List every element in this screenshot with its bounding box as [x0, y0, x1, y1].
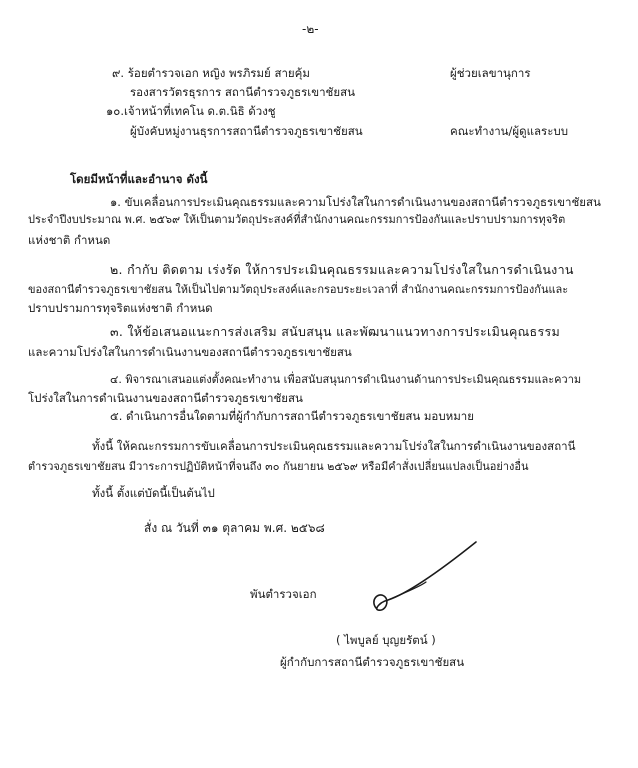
duty-3-line-1: ๓. ให้ข้อเสนอแนะการส่งเสริม สนับสนุน และพัฒนาแนวทางการประเมินคุณธรรม	[110, 324, 561, 339]
duty-4-line-1: ๔. พิจารณาเสนอแต่งตั้งคณะทำงาน เพื่อสนับสนุนการดำเนินงานด้านการประเมินคุณธรรมและความ	[110, 373, 582, 386]
duties-heading: โดยมีหน้าที่และอำนาจ ดังนี้	[70, 172, 208, 186]
effective-line: ทั้งนี้ ตั้งแต่บัดนี้เป็นต้นไป	[92, 486, 215, 500]
duty-2-line-2: ของสถานีตำรวจภูธรเขาชัยสน ให้เป็นไปตามวัตถุประสงค์และกรอบระยะเวลาที่ สำนักงานคณะกรรมการป้องกันและ	[28, 283, 569, 296]
member-10-name: ๑๐.เจ้าหน้าที่เทคโน ด.ต.นิธิ ด้วงชู	[106, 104, 276, 118]
member-10-position: ผู้บังคับหมู่งานธุรการสถานีตำรวจภูธรเขาชัยสน	[130, 124, 363, 138]
ordered-date: สั่ง ณ วันที่ ๓๑ ตุลาคม พ.ศ. ๒๕๖๘	[144, 521, 325, 535]
closing-line-2: ตำรวจภูธรเขาชัยสน มีวาระการปฏิบัติหน้าที่จนถึง ๓๐ กันยายน ๒๕๖๙ หรือมีคำสั่งเปลี่ยนแปลงเป็นอย่างอื่น	[28, 460, 529, 473]
signer-rank: พันตำรวจเอก	[250, 587, 317, 601]
duty-2-line-1: ๒. กำกับ ติดตาม เร่งรัด ให้การประเมินคุณธรรมและความโปร่งใสในการดำเนินงาน	[110, 262, 574, 277]
page-number: -๒-	[302, 22, 319, 36]
duty-1-line-1: ๑. ขับเคลื่อนการประเมินคุณธรรมและความโปร่งใสในการดำเนินงานของสถานีตำรวจภูธรเขาชัยสน	[110, 195, 601, 209]
member-9-role: ผู้ช่วยเลขานุการ	[450, 66, 531, 80]
duty-4-line-2: โปร่งใสในการดำเนินงานของสถานีตำรวจภูธรเขาชัยสน	[28, 391, 303, 405]
member-9-name: ๙. ร้อยตำรวจเอก หญิง พรภิรมย์ สายคุ้ม	[112, 66, 310, 80]
duty-1-line-2: ประจำปีงบประมาณ พ.ศ. ๒๕๖๙ ให้เป็นตามวัตถุประสงค์ที่สำนักงานคณะกรรมการป้องกันและปราบปรามการทุจริต	[28, 213, 566, 226]
closing-line-1: ทั้งนี้ ให้คณะกรรมการขับเคลื่อนการประเมินคุณธรรมและความโปร่งใสในการดำเนินงานของสถานี	[92, 439, 576, 453]
duty-1-line-3: แห่งชาติ กำหนด	[28, 233, 111, 247]
duty-3-line-2: และความโปร่งใสในการดำเนินงานของสถานีตำรวจภูธรเขาชัยสน	[28, 345, 352, 359]
signer-position: ผู้กำกับการสถานีตำรวจภูธรเขาชัยสน	[280, 655, 465, 669]
signer-name: ( ไพบูลย์ บุญยรัตน์ )	[336, 633, 436, 647]
member-10-role: คณะทำงาน/ผู้ดูแลระบบ	[450, 124, 569, 138]
handwritten-signature	[366, 538, 486, 618]
duty-5-line-1: ๕. ดำเนินการอื่นใดตามที่ผู้กำกับการสถานีตำรวจภูธรเขาชัยสน มอบหมาย	[110, 409, 474, 423]
duty-2-line-3: ปราบปรามการทุจริตแห่งชาติ กำหนด	[28, 301, 213, 315]
member-9-position: รองสารวัตรธุรการ สถานีตำรวจภูธรเขาชัยสน	[130, 85, 355, 99]
